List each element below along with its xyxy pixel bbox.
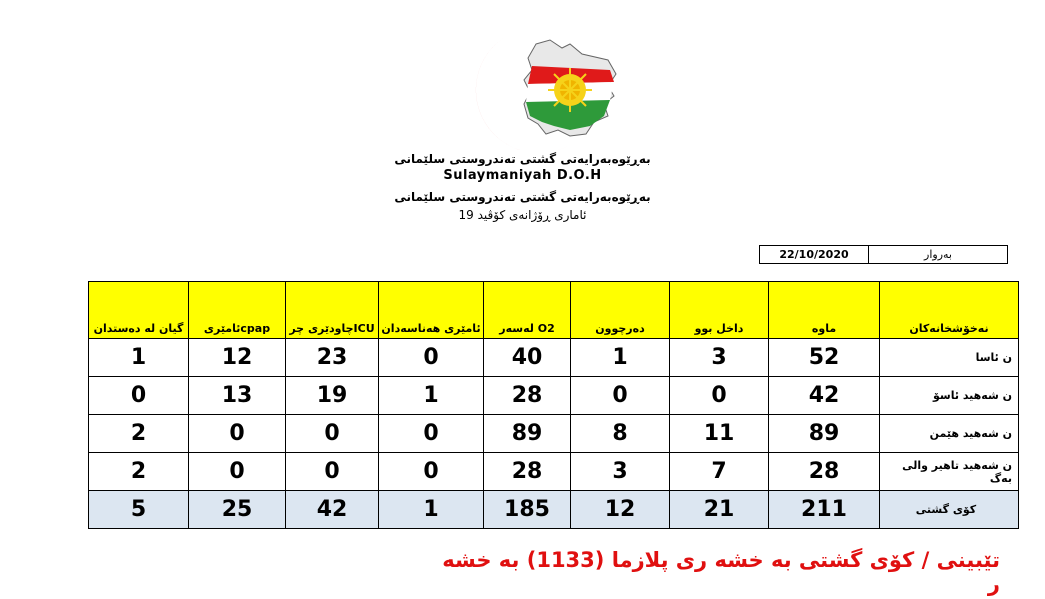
covid-stats-table: [88, 281, 1019, 529]
total-discharged: 12: [571, 491, 670, 529]
cell-cpap: 0: [189, 453, 286, 491]
cell-icu: 23: [286, 339, 379, 377]
cell-deaths: 1: [89, 339, 189, 377]
total-on-o2: 185: [484, 491, 571, 529]
total-ventilator: 1: [379, 491, 484, 529]
table-row: [89, 415, 1019, 453]
cell-ventilator: 0: [379, 415, 484, 453]
table-row: [89, 377, 1019, 415]
cell-icu: 0: [286, 415, 379, 453]
cell-deaths: 2: [89, 415, 189, 453]
cell-discharged: 3: [571, 453, 670, 491]
total-label: کۆی گشتی: [880, 491, 1019, 529]
col-header-icu: چاودێری چرICU: [286, 282, 379, 339]
cell-on-o2: 40: [484, 339, 571, 377]
report-title: ئاماری ڕۆژانەی کۆڤید 19: [458, 208, 587, 222]
sulaymaniyah-doh-logo: [458, 30, 628, 150]
date-label: بەروار: [869, 246, 1008, 264]
cell-admitted: 11: [670, 415, 769, 453]
cell-on-o2: 28: [484, 377, 571, 415]
cell-hospital-name: ن شەهید ئاسۆ: [880, 377, 1019, 415]
cell-remaining: 28: [769, 453, 880, 491]
cell-hospital-name: ن شەهید تاهیر والی بەگ: [880, 453, 1019, 491]
cell-ventilator: 0: [379, 339, 484, 377]
cell-ventilator: 0: [379, 453, 484, 491]
cell-remaining: 42: [769, 377, 880, 415]
col-header-on-o2: لەسەر O2: [484, 282, 571, 339]
cell-icu: 19: [286, 377, 379, 415]
cell-on-o2: 89: [484, 415, 571, 453]
col-header-remaining: ماوە: [769, 282, 880, 339]
cell-deaths: 2: [89, 453, 189, 491]
cell-remaining: 52: [769, 339, 880, 377]
cell-ventilator: 1: [379, 377, 484, 415]
total-admitted: 21: [670, 491, 769, 529]
cell-discharged: 1: [571, 339, 670, 377]
cell-on-o2: 28: [484, 453, 571, 491]
col-header-hospitals: نەخۆشخانەکان: [880, 282, 1019, 339]
cell-admitted: 0: [670, 377, 769, 415]
col-header-ventilator: ئامێری هەناسەدان: [379, 282, 484, 339]
date-value: 22/10/2020: [760, 246, 869, 264]
table-row: [89, 339, 1019, 377]
table-row: [89, 453, 1019, 491]
cell-icu: 0: [286, 453, 379, 491]
cell-admitted: 3: [670, 339, 769, 377]
col-header-cpap: ئامێریcpap: [189, 282, 286, 339]
cell-admitted: 7: [670, 453, 769, 491]
total-icu: 42: [286, 491, 379, 529]
directorate-title: بەڕێوەبەرایەتی گشتی تەندروستی سلێمانی: [394, 190, 651, 204]
cell-hospital-name: ن شەهید هێمن: [880, 415, 1019, 453]
cell-discharged: 8: [571, 415, 670, 453]
total-remaining: 211: [769, 491, 880, 529]
total-deaths: 5: [89, 491, 189, 529]
cell-cpap: 13: [189, 377, 286, 415]
cell-deaths: 0: [89, 377, 189, 415]
col-header-discharged: دەرچوون: [571, 282, 670, 339]
col-header-admitted: داخل بوو: [670, 282, 769, 339]
col-header-deaths: گیان لە دەستدان: [89, 282, 189, 339]
cell-discharged: 0: [571, 377, 670, 415]
cell-cpap: 12: [189, 339, 286, 377]
plasma-donors-note: تێبینی / کۆی گشتی بە خشە ری پلازما (1133) بە خشە ر: [442, 548, 1000, 596]
table-total-row: [89, 491, 1019, 529]
org-name-english: Sulaymaniyah D.O.H: [443, 168, 602, 183]
table-header-row: [89, 282, 1019, 339]
cell-remaining: 89: [769, 415, 880, 453]
org-name-kurdish: بەڕێوەبەرایەتی گشتی تەندروستی سلێمانی: [394, 152, 651, 166]
total-cpap: 25: [189, 491, 286, 529]
cell-hospital-name: ن ئاسا: [880, 339, 1019, 377]
cell-cpap: 0: [189, 415, 286, 453]
date-box: [759, 245, 1008, 264]
